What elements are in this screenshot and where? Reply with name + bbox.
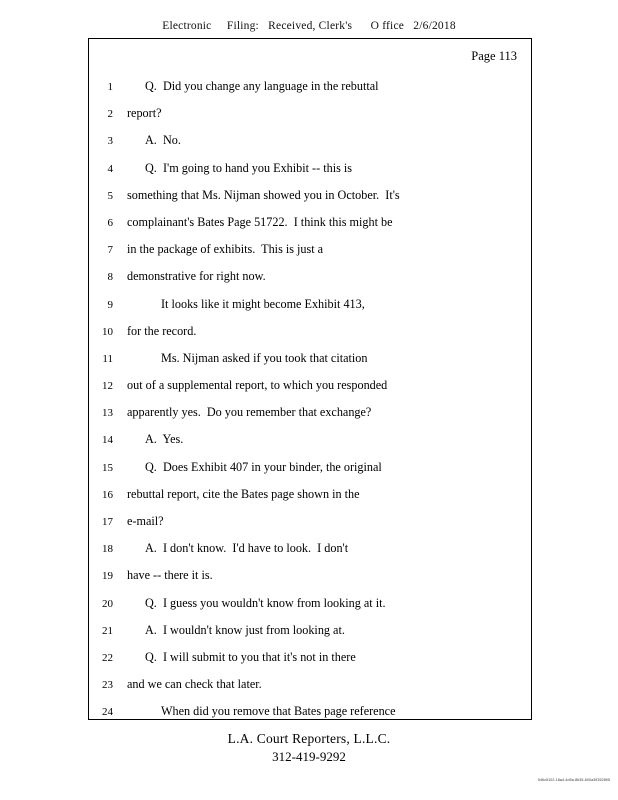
transcript-line (89, 106, 533, 133)
line-text: Q. I will submit to you that it's not in there (145, 649, 356, 664)
line-number: 1 (107, 81, 113, 93)
transcript-line (89, 568, 533, 595)
line-number: 24 (102, 706, 113, 719)
line-number: 22 (102, 651, 113, 664)
transcript-line (89, 351, 533, 378)
page-number: Page 113 (471, 49, 517, 63)
line-number: 9 (107, 298, 113, 311)
line-number: 10 (102, 325, 113, 338)
transcript-line (89, 677, 533, 704)
transcript-line (89, 79, 533, 106)
line-text: Q. I'm going to hand you Exhibit -- this is (145, 160, 353, 175)
line-number: 21 (102, 624, 113, 637)
transcript-line (89, 460, 533, 487)
line-number: 16 (102, 488, 113, 501)
line-text: demonstrative for right now. (127, 269, 266, 284)
transcript-line (89, 623, 533, 650)
line-text: have -- there it is. (127, 568, 213, 583)
transcript-line (89, 161, 533, 188)
transcript-line (89, 650, 533, 677)
line-number: 19 (102, 570, 113, 583)
line-number: 20 (102, 597, 113, 610)
transcript-line (89, 269, 533, 296)
line-text: e-mail? (127, 514, 164, 528)
transcript-line (89, 704, 533, 731)
efiling-stamp: Electronic Filing: Received, Clerk's O ffice 2/6/2018 (162, 20, 456, 32)
transcript-line (89, 432, 533, 459)
transcript-line (89, 297, 533, 324)
line-text: A. I wouldn't know just from looking at. (145, 622, 345, 637)
line-text: A. No. (145, 133, 181, 148)
line-text: A. I don't know. I'd have to look. I don't (145, 541, 349, 556)
line-text: Q. I guess you wouldn't know from looking at it. (145, 595, 386, 610)
line-text: something that Ms. Nijman showed you in October. It's (127, 187, 400, 202)
line-text: rebuttal report, cite the Bates page shown in the (127, 486, 360, 501)
line-text: Q. Does Exhibit 407 in your binder, the original (145, 459, 382, 474)
line-text: Q. Did you change any language in the rebuttal (145, 79, 379, 93)
transcript-border-box (88, 38, 532, 720)
page-footer (0, 731, 618, 765)
line-number: 8 (107, 271, 113, 284)
transcript-line (89, 188, 533, 215)
transcript-line (89, 487, 533, 514)
line-text: complainant's Bates Page 51722. I think this might be (127, 214, 393, 229)
line-text: It looks like it might become Exhibit 413, (161, 296, 365, 311)
line-text: for the record. (127, 323, 197, 338)
line-number: 7 (107, 244, 113, 257)
line-text: apparently yes. Do you remember that exchange? (127, 405, 372, 420)
reporter-phone: 312-419-9292 (272, 749, 346, 764)
transcript-line (89, 596, 533, 623)
line-number: 12 (102, 380, 113, 393)
line-number: 2 (107, 108, 113, 121)
transcript-line (89, 133, 533, 160)
transcript-line (89, 215, 533, 242)
line-number: 15 (102, 461, 113, 474)
transcript-line (89, 514, 533, 541)
line-number: 23 (102, 679, 113, 692)
document-id-stamp: 546c5102-18a4-4d5a-8b35-600a39352895 (537, 778, 610, 782)
transcript-line (89, 378, 533, 405)
line-number: 18 (102, 543, 113, 556)
transcript-line (89, 541, 533, 568)
line-number: 6 (107, 216, 113, 229)
transcript-line (89, 324, 533, 351)
line-text: A. Yes. (145, 432, 184, 447)
line-text: When did you remove that Bates page reference (161, 704, 396, 719)
transcript-line (89, 405, 533, 432)
line-number: 14 (102, 434, 113, 447)
line-text: out of a supplemental report, to which you responded (127, 378, 388, 393)
line-number: 11 (102, 352, 113, 365)
reporter-name: L.A. Court Reporters, L.L.C. (227, 731, 391, 746)
line-number: 4 (107, 162, 113, 175)
line-text: Ms. Nijman asked if you took that citation (161, 350, 368, 365)
line-number: 5 (107, 189, 113, 202)
line-text: report? (127, 106, 162, 121)
transcript-lines (89, 79, 533, 732)
line-number: 17 (102, 516, 113, 528)
line-number: 13 (102, 407, 113, 420)
line-text: and we can check that later. (127, 677, 262, 692)
line-text: in the package of exhibits. This is just a (127, 242, 324, 257)
transcript-line (89, 242, 533, 269)
line-number: 3 (107, 135, 113, 148)
